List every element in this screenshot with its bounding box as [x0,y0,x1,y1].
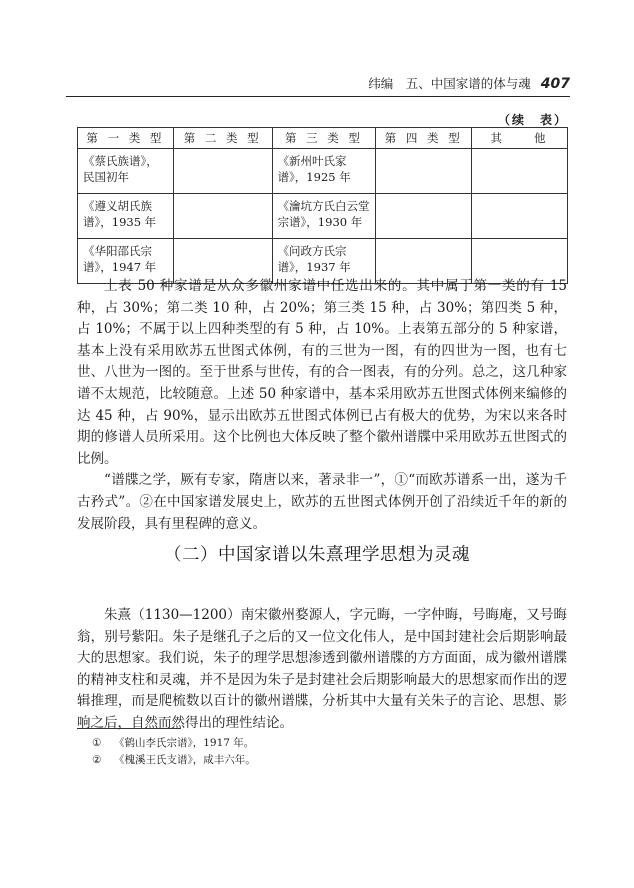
table-cell: 《问政方氏宗谱》，1937 年 [272,239,376,284]
table-cell: 《新州叶氏家谱》，1925 年 [272,149,376,194]
footnote-text: 《槐溪王氏支谱》，咸丰六年。 [114,754,256,766]
table-cell [472,194,568,239]
table-cell [472,149,568,194]
table-row [78,194,568,239]
paragraph: “谱牒之学，厥有专家，隋唐以来，著录非一”，①“而欧苏谱系一出，遂为千古矜式”。②在中国家谱发展史上，欧苏的五世图式体例开创了沿续近千年的新的发展阶段，具有里程碑的意义。 [77,472,567,532]
footnote [92,752,256,769]
table-header-cell: 第 三 类 型 [272,128,376,149]
continued-label: （续 表） [497,113,568,127]
section-heading: （二）中国家谱以朱熹理学思想为灵魂 [164,545,470,565]
table-cell [376,194,472,239]
paragraph: 上表 50 种家谱是从众多徽州家谱中任选出来的。其中属于第一类的有 15 种，占 30%；第二类 10 种，占 20%；第三类 15 种，占 30%；第四类 5 种，占 10%；不属于以上四种类型的有 5 种，占 10%。上表第五部分的 5 种家谱，基本上没有采用欧苏五世图式体例，有的三世为一图，有的四世为一图，也有七世、八世为一图的。至于世系与世传，有的合一图表，有的分列。总之，这几种家谱不太规范，比较随意。上述 50 种家谱中，基本采用欧苏五世图式体例来编修的达 45 种，占 90%，显示出欧苏五世图式体例已占有极大的优势，为宋以来各时期的修谱人员所采用。这个比例也大体反映了整个徽州谱牒中采用欧苏五世图式的比例。 [77,278,567,467]
table-cell [173,194,272,239]
footnote-mark: ② [92,754,102,766]
page-number: 407 [540,76,570,92]
table-header-cell: 第 一 类 型 [78,128,174,149]
table-cell [173,149,272,194]
footnote [92,735,256,752]
footnote-rule [77,728,181,729]
table-header-row [78,128,568,149]
table-cell: 《蔡氏族谱》，民国初年 [78,149,174,194]
table-cell: 《华阳邵氏宗谱》，1947 年 [78,239,174,284]
chapter-title: 纬编 五、中国家谱的体与魂 [368,76,531,91]
footnote-text: 《鹤山李氏宗谱》，1917 年。 [114,737,255,749]
footnotes [92,735,256,769]
running-header [368,74,570,92]
table-header-cell: 其 他 [472,128,568,149]
table-row [78,149,568,194]
table-header-cell: 第 四 类 型 [376,128,472,149]
table-cell [376,149,472,194]
table-cell: 《遵义胡氏族谱》，1935 年 [78,194,174,239]
paragraph: 朱熹（1130—1200）南宋徽州婺源人，字元晦，一字仲晦，号晦庵，又号晦翁，别号紫阳。朱子是继孔子之后的又一位文化伟人，是中国封建社会后期影响最大的思想家。我们说，朱子的理学思想渗透到徽州谱牒的方方面面，成为徽州谱牒的精神支柱和灵魂，并不是因为朱子是封建社会后期影响最大的思想家而作出的逻辑推理，而是爬梳数以百计的徽州谱牒，分析其中大量有关朱子的言论、思想、影响之后，自然而然得出的理性结论。 [77,607,567,731]
header-rule [66,96,570,97]
footnote-mark: ① [92,737,102,749]
table-cell: 《瀹坑方氏白云堂宗谱》，1930 年 [272,194,376,239]
body-text-block [77,276,567,535]
section-body-text [77,605,567,735]
table-header-cell: 第 二 类 型 [173,128,272,149]
genealogy-type-table [77,127,568,284]
